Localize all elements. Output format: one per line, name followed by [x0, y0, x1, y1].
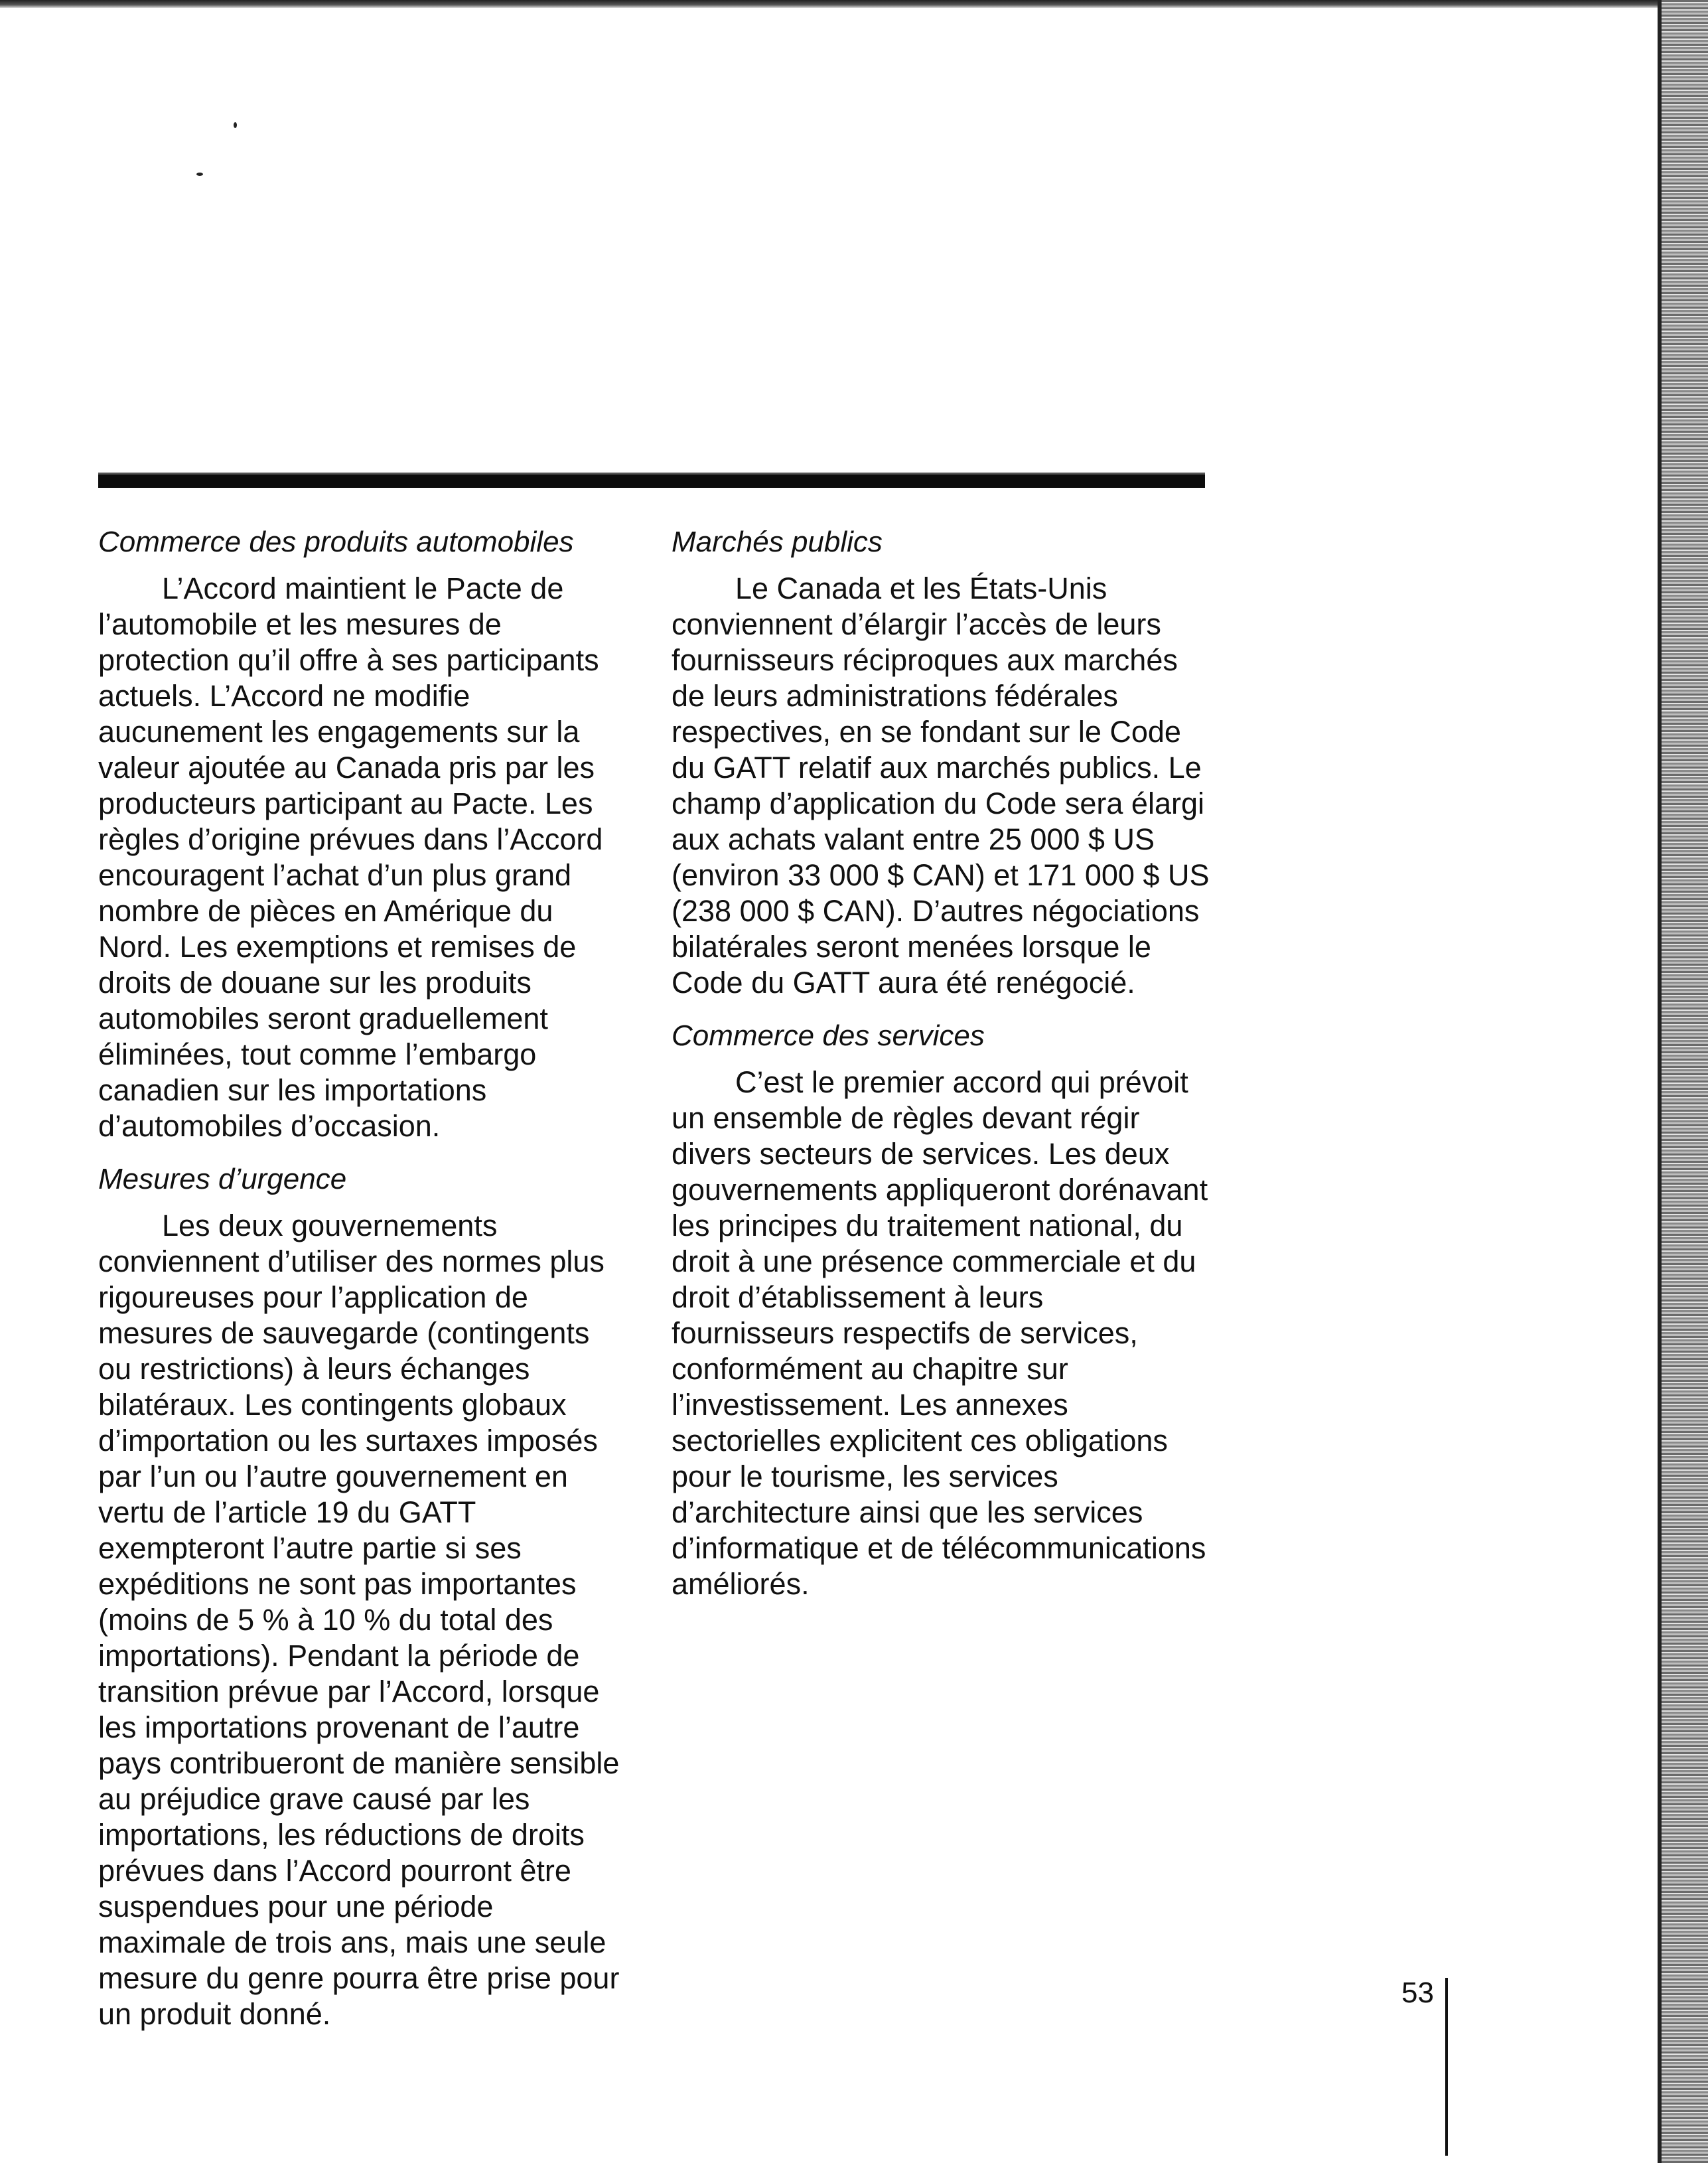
paragraph-marches-publics: Le Canada et les États-Unis conviennent d’élargir l’accès de leurs fournisseurs réciproques aux marchés de leurs administrations fédérales respectives, en se fondant sur le Code du GATT relatif aux marchés publics. Le champ d’application du Code sera élargi aux achats valant entre 25 000 $ US (environ 33 000 $ CAN) et 171 000 $ US (238 000 $ CAN). D’autres négociations bilatérales seront menées lorsque le Code du GATT aura été renégocié.	[672, 571, 1210, 1000]
section-divider-rule	[98, 473, 1205, 488]
section-heading-marches-publics: Marchés publics	[672, 526, 883, 558]
section-heading-mesures-urgence: Mesures d’urgence	[98, 1163, 347, 1195]
scan-speck	[234, 122, 237, 128]
paragraph-services: C’est le premier accord qui prévoit un ensemble de règles devant régir divers secteurs de services. Les deux gouvernements appliqueront dorénavant les principes du traitement national, du droit à une présence commerciale et du droit d’établissement à leurs fournisseurs respectifs de services, conformément au chapitre sur l’investissement. Les annexes sectorielles explicitent ces obligations pour le tourisme, les services d’architecture ainsi que les services d’informatique et de télécommunications améliorés.	[672, 1065, 1208, 1601]
page-number-bar	[1445, 1978, 1448, 2156]
scan-right-edge	[1662, 0, 1708, 2163]
scan-speck	[196, 173, 203, 176]
left-column	[98, 524, 629, 2050]
scan-top-edge	[0, 0, 1672, 8]
paragraph-mesures-urgence: Les deux gouvernements conviennent d’utiliser des normes plus rigoureuses pour l’application de mesures de sauvegarde (contingents ou restrictions) à leurs échanges bilatéraux. Les contingents globaux d’importation ou les surtaxes imposés par l’un ou l’autre gouvernement en vertu de l’article 19 du GATT exempteront l’autre partie si ses expéditions ne sont pas importantes (moins de 5 % à 10 % du total des importations). Pendant la période de transition prévue par l’Accord, lorsque les importations provenant de l’autre pays contribueront de manière sensible au préjudice grave causé par les importations, les réductions de droits prévues dans l’Accord pourront être suspendues pour une période maximale de trois ans, mais une seule mesure du genre pourra être prise pour un produit donné.	[98, 1209, 620, 2031]
section-heading-automobiles: Commerce des produits automobiles	[98, 526, 574, 558]
right-column	[672, 524, 1210, 1619]
page-number: 53	[1401, 1977, 1434, 2009]
paragraph-automobiles: L’Accord maintient le Pacte de l’automobile et les mesures de protection qu’il offre à ses participants actuels. L’Accord ne modifie aucunement les engagements sur la valeur ajoutée au Canada pris par les producteurs participant au Pacte. Les règles d’origine prévues dans l’Accord encouragent l’achat d’un plus grand nombre de pièces en Amérique du Nord. Les exemptions et remises de droits de douane sur les produits automobiles seront graduellement éliminées, tout comme l’embargo canadien sur les importations d’automobiles d’occasion.	[98, 571, 603, 1143]
section-heading-services: Commerce des services	[672, 1019, 985, 1052]
